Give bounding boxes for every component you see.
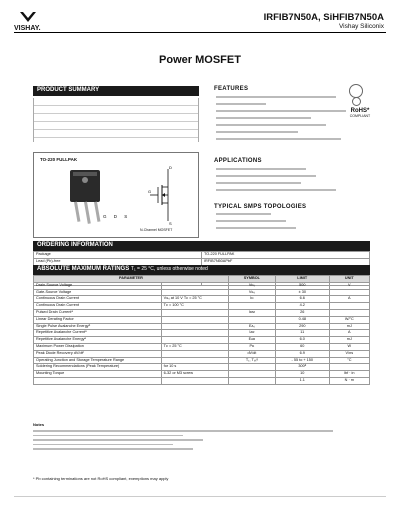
param-cell: Peak Diode Recovery dV/dtᶜ <box>34 350 162 357</box>
param-cell: Gate-Source Voltage <box>34 289 162 296</box>
package-label: TO-220 FULLPAK <box>40 157 78 162</box>
limit-cell: 500 <box>275 282 329 289</box>
cond-cell <box>161 282 228 289</box>
limit-cell: 290 <box>275 323 329 330</box>
symbol-cell: Iᴅ <box>228 296 275 303</box>
product-summary-table <box>33 98 199 142</box>
pin-d-label: D <box>169 165 172 170</box>
cond-cell <box>161 289 228 296</box>
ul-certification-icon <box>349 84 363 98</box>
cond-cell: Tᴄ = 25 °C <box>161 343 228 350</box>
product-summary-heading: PRODUCT SUMMARY <box>33 86 199 96</box>
limit-cell: 60 <box>275 343 329 350</box>
symbol-cell: Vᴅₛ <box>228 282 275 289</box>
cond-cell <box>161 337 228 344</box>
part-number: IRFIB7N50A, SiHFIB7N50A <box>263 12 384 23</box>
notes-section <box>33 422 370 453</box>
absolute-maximum-ratings <box>33 265 370 385</box>
amr-row <box>34 377 370 384</box>
param-cell: Continuous Drain Current <box>34 296 162 303</box>
unit-cell: °C <box>329 357 369 364</box>
cond-cell: Tᴄ = 100 °C <box>161 303 228 310</box>
topologies-heading: TYPICAL SMPS TOPOLOGIES <box>214 204 307 210</box>
unit-cell <box>329 309 369 316</box>
param-cell: Maximum Power Dissipation <box>34 343 162 350</box>
amr-row <box>34 316 370 323</box>
param-cell: Operating Junction and Storage Temperature Range <box>34 357 162 364</box>
unit-cell: V <box>329 282 369 289</box>
header-rule <box>14 32 386 33</box>
amr-row <box>34 323 370 330</box>
param-cell: Mounting Torque <box>34 371 162 378</box>
page-title: Power MOSFET <box>159 54 241 66</box>
limit-cell: 6.6 <box>275 296 329 303</box>
symbol-cell <box>228 371 275 378</box>
cond-cell: for 10 s <box>161 364 228 371</box>
vishay-logo <box>14 12 54 32</box>
symbol-cell: Iᴅᴍ <box>228 309 275 316</box>
param-cell: Soldering Recommendations (Peak Temperature) <box>34 364 162 371</box>
limit-cell: 1.1 <box>275 377 329 384</box>
symbol-cell: Pᴅ <box>228 343 275 350</box>
unit-cell: V/ns <box>329 350 369 357</box>
unit-cell: N · m <box>329 377 369 384</box>
unit-cell: mJ <box>329 337 369 344</box>
amr-row <box>34 357 370 364</box>
unit-cell: A <box>329 330 369 337</box>
param-cell: Drain-Source Voltage <box>34 282 162 289</box>
unit-cell: A <box>329 296 369 303</box>
amr-row <box>34 343 370 350</box>
limit-cell: 10 <box>275 371 329 378</box>
symbol-cell: T₁, Tₛₜᵍ <box>228 357 275 364</box>
param-cell: Continuous Drain Current <box>34 303 162 310</box>
unit-cell: W/°C <box>329 316 369 323</box>
limit-cell: 6.0 <box>275 337 329 344</box>
symbol-cell: dV/dt <box>228 350 275 357</box>
rohs-badge <box>346 108 374 118</box>
limit-cell: 6.9 <box>275 350 329 357</box>
limit-cell: 4.2 <box>275 303 329 310</box>
unit-cell: W <box>329 343 369 350</box>
symbol-cell <box>228 364 275 371</box>
features-list <box>216 96 346 145</box>
symbol-cell: Iᴀʀ <box>228 330 275 337</box>
symbol-cell: Vɢₛ <box>228 289 275 296</box>
limit-cell: 11 <box>275 330 329 337</box>
footer-rule <box>14 496 386 497</box>
unit-cell: mJ <box>329 323 369 330</box>
cond-cell <box>161 377 228 384</box>
topologies-list <box>216 213 346 234</box>
n-channel-mosfet-symbol <box>148 165 178 225</box>
symbol-cell: Eᴀʀ <box>228 337 275 344</box>
cond-cell <box>161 350 228 357</box>
amr-row <box>34 350 370 357</box>
pb-free-icon <box>352 97 361 106</box>
mosfet-symbol-caption: N-Channel MOSFET <box>140 228 173 232</box>
pin-labels: G D S <box>103 214 131 219</box>
cond-cell <box>161 330 228 337</box>
ordering-row: Package TO-220 FULLPAK <box>34 252 370 259</box>
unit-cell <box>329 289 369 296</box>
cond-cell <box>161 357 228 364</box>
unit-cell <box>329 303 369 310</box>
param-cell: Pulsed Drain Currentᵃ <box>34 309 162 316</box>
amr-row <box>34 309 370 316</box>
applications-list <box>216 168 346 196</box>
unit-cell: lbf · in <box>329 371 369 378</box>
amr-row <box>34 289 370 296</box>
amr-header-row: PARAMETER SYMBOL LIMIT UNIT <box>34 276 370 283</box>
notes-heading: Notes <box>33 422 45 427</box>
symbol-cell <box>228 316 275 323</box>
rohs-sub: COMPLIANT <box>349 114 371 118</box>
limit-cell: - 55 to + 150 <box>275 357 329 364</box>
cond-cell <box>161 309 228 316</box>
cond-cell: Vɢₛ at 10 V Tᴄ = 25 °C <box>161 296 228 303</box>
amr-row <box>34 337 370 344</box>
ordering-heading: ORDERING INFORMATION <box>33 241 370 251</box>
cond-cell <box>161 323 228 330</box>
amr-row <box>34 364 370 371</box>
cond-cell: 6-32 or M3 screw <box>161 371 228 378</box>
symbol-cell <box>228 377 275 384</box>
symbol-cell: Eᴀₛ <box>228 323 275 330</box>
param-cell: Repetitive Avalanche Energyᵃ <box>34 337 162 344</box>
cond-cell <box>161 316 228 323</box>
pin-g-label: G <box>148 189 152 194</box>
amr-row <box>34 330 370 337</box>
amr-row <box>34 296 370 303</box>
features-heading: FEATURES <box>214 86 249 92</box>
limit-cell: 300ᵈ <box>275 364 329 371</box>
pin-s-label: S <box>169 221 172 225</box>
pb-footnote: * Pb containing terminations are not RoHS compliant, exemptions may apply <box>33 476 169 481</box>
amr-row <box>34 303 370 310</box>
rohs-label: RoHS* <box>350 108 370 114</box>
param-cell: Repetitive Avalanche Currentᵃ <box>34 330 162 337</box>
limit-cell: 0.48 <box>275 316 329 323</box>
brand-text: VISHAY. <box>14 25 41 32</box>
applications-heading: APPLICATIONS <box>214 158 262 164</box>
limit-cell: ± 30 <box>275 289 329 296</box>
symbol-cell <box>228 303 275 310</box>
limit-cell: 26 <box>275 309 329 316</box>
amr-row <box>34 371 370 378</box>
param-cell <box>34 377 162 384</box>
param-cell: Linear Derating Factor <box>34 316 162 323</box>
company-name: Vishay Siliconix <box>338 23 384 30</box>
amr-row <box>34 282 370 289</box>
param-cell: Single Pulse Avalanche Energyᵇ <box>34 323 162 330</box>
ordering-row: Lead (Pb)-free IRFIB7N50APbF <box>34 258 370 265</box>
amr-heading: ABSOLUTE MAXIMUM RATINGS T₁ = 25 °C, unless otherwise noted <box>33 265 370 275</box>
unit-cell <box>329 364 369 371</box>
